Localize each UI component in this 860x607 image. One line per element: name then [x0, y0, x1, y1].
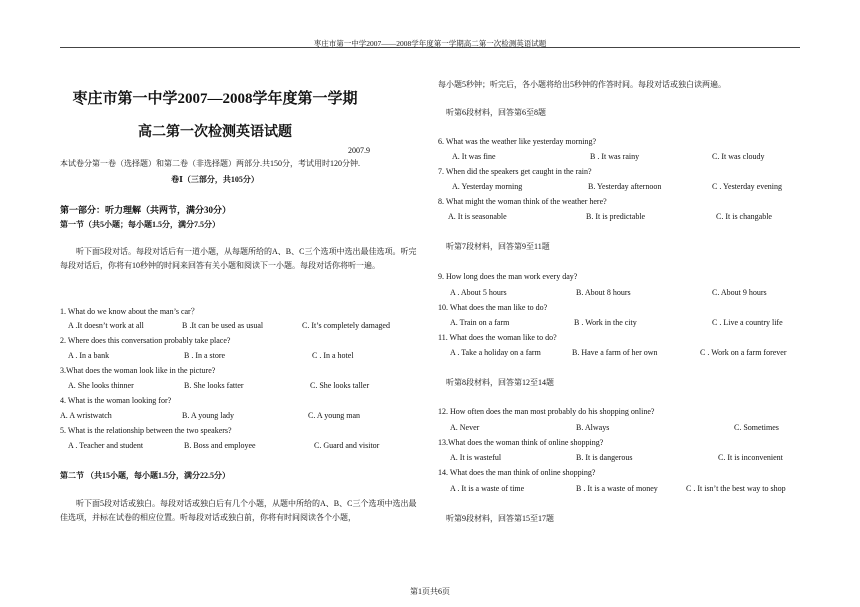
q4-option-b: B. A young lady — [182, 411, 235, 420]
question-9: 9. How long does the man work every day? — [438, 272, 578, 281]
material-6-heading: 听第6段材料，回答第6至8题 — [446, 108, 546, 117]
q13-option-a: A. It is wasteful — [450, 453, 502, 462]
question-7: 7. When did the speakers get caught in the rain? — [438, 167, 592, 176]
part1-heading: 第一部分：听力理解（共两节，满分30分） — [60, 205, 232, 215]
question-5: 5. What is the relationship between the two speakers? — [60, 426, 232, 435]
question-8: 8. What might the woman think of the weather here? — [438, 197, 607, 206]
q1-option-a: A .It doesn’t work at all — [68, 321, 144, 330]
q9-option-c: C. About 9 hours — [712, 288, 767, 297]
material-7-heading: 听第7段材料，回答第9至11题 — [446, 242, 550, 251]
q13-option-c: C. It is inconvenient — [718, 453, 783, 462]
running-header: 枣庄市第一中学2007——2008学年度第一学期高二第一次检测英语试题 — [313, 39, 547, 48]
question-6: 6. What was the weather like yesterday morning? — [438, 137, 597, 146]
q9-option-a: A . About 5 hours — [450, 288, 507, 297]
q5-option-b: B. Boss and employee — [184, 441, 256, 450]
section2-heading: 第二节 （共15小题，每小题1.5分，满分22.5分） — [60, 471, 230, 480]
q6-option-b: B . It was rainy — [590, 152, 640, 161]
q5-option-a: A . Teacher and student — [68, 441, 144, 450]
q12-option-c: C. Sometimes — [734, 423, 779, 432]
q8-option-a: A. It is seasonable — [448, 212, 507, 221]
question-10: 10. What does the man like to do? — [438, 303, 548, 312]
q10-option-b: B . Work in the city — [574, 318, 637, 327]
question-4: 4. What is the woman looking for? — [60, 396, 172, 405]
q1-option-c: C. It’s completely damaged — [302, 321, 390, 330]
exam-intro: 本试卷分第一卷（选择题）和第二卷（非选择题）两部分.共150分，考试用时120分钟. — [60, 159, 360, 168]
q12-option-a: A. Never — [450, 423, 480, 432]
q1-option-b: B .It can be used as usual — [182, 321, 264, 330]
q14-option-c: C . It isn’t the best way to shop — [686, 484, 786, 493]
q7-option-b: B. Yesterday afternoon — [588, 182, 662, 191]
q11-option-a: A . Take a holiday on a farm — [450, 348, 541, 357]
section1-heading: 第一节（共5小题；每小题1.5分，满分7.5分） — [60, 220, 220, 229]
section1-instructions: 听下面5段对话。每段对话后有一道小题，从每题所给的A、B、C三个选项中选出最佳选项。听完每段对话后，你将有10秒钟的时间来回答有关小题和阅读下一小题。每段对话你将听一遍。 — [60, 247, 417, 270]
volume-heading: 卷Ⅰ（三部分，共105分） — [171, 175, 259, 184]
question-3: 3.What does the woman look like in the picture? — [60, 366, 216, 375]
question-12: 12. How often does the man most probably do his shopping online? — [438, 407, 655, 416]
exam-subtitle: 高二第一次检测英语试题 — [138, 125, 292, 140]
q7-option-a: A. Yesterday morning — [452, 182, 523, 191]
q3-option-b: B. She looks fatter — [184, 381, 244, 390]
material-8-heading: 听第8段材料，回答第12至14题 — [446, 378, 554, 387]
q14-option-b: B . It is a waste of money — [576, 484, 658, 493]
page-footer: 第1页共6页 — [410, 587, 450, 596]
q9-option-b: B. About 8 hours — [576, 288, 631, 297]
question-14: 14. What does the man think of online shopping? — [438, 468, 596, 477]
q14-option-a: A . It is a waste of time — [450, 484, 525, 493]
material-9-heading: 听第9段材料，回答第15至17题 — [446, 514, 554, 523]
q5-option-c: C. Guard and visitor — [314, 441, 380, 450]
exam-title: 枣庄市第一中学2007—2008学年度第一学期 — [72, 91, 358, 107]
question-1: 1. What do we know about the man’s car？ — [60, 307, 199, 316]
q7-option-c: C . Yesterday evening — [712, 182, 782, 191]
q11-option-b: B. Have a farm of her own — [572, 348, 658, 357]
section2-instructions-cont: 每小题5秒钟；听完后，各小题将给出5秒钟的作答时间。每段对话或独白读两遍。 — [438, 80, 726, 89]
question-13: 13.What does the woman think of online shopping? — [438, 438, 604, 447]
q2-option-b: B . In a store — [184, 351, 226, 360]
section2-instructions: 听下面5段对话或独白。每段对话或独白后有几个小题，从题中所给的A、B、C三个选项中选出最佳选项，并标在试卷的相应位置。听每段对话或独白前，你将有时间阅读各个小题， — [60, 499, 417, 522]
q6-option-c: C. It was cloudy — [712, 152, 765, 161]
q13-option-b: B. It is dangerous — [576, 453, 633, 462]
q6-option-a: A. It was fine — [452, 152, 496, 161]
question-11: 11. What does the woman like to do? — [438, 333, 557, 342]
q3-option-c: C. She looks taller — [310, 381, 370, 390]
q10-option-c: C . Live a country life — [712, 318, 783, 327]
question-2: 2. Where does this conversation probably take place? — [60, 336, 231, 345]
header-rule — [60, 47, 800, 48]
q2-option-c: C . In a hotel — [312, 351, 354, 360]
q3-option-a: A. She looks thinner — [68, 381, 134, 390]
q2-option-a: A . In a bank — [68, 351, 110, 360]
q8-option-c: C. It is changable — [716, 212, 772, 221]
q4-option-c: C. A young man — [308, 411, 361, 420]
q12-option-b: B. Always — [576, 423, 610, 432]
q10-option-a: A. Train on a farm — [450, 318, 510, 327]
q11-option-c: C . Work on a farm forever — [700, 348, 787, 357]
exam-date: 2007.9 — [348, 146, 370, 155]
q8-option-b: B. It is predictable — [586, 212, 646, 221]
q4-option-a: A. A wristwatch — [60, 411, 112, 420]
